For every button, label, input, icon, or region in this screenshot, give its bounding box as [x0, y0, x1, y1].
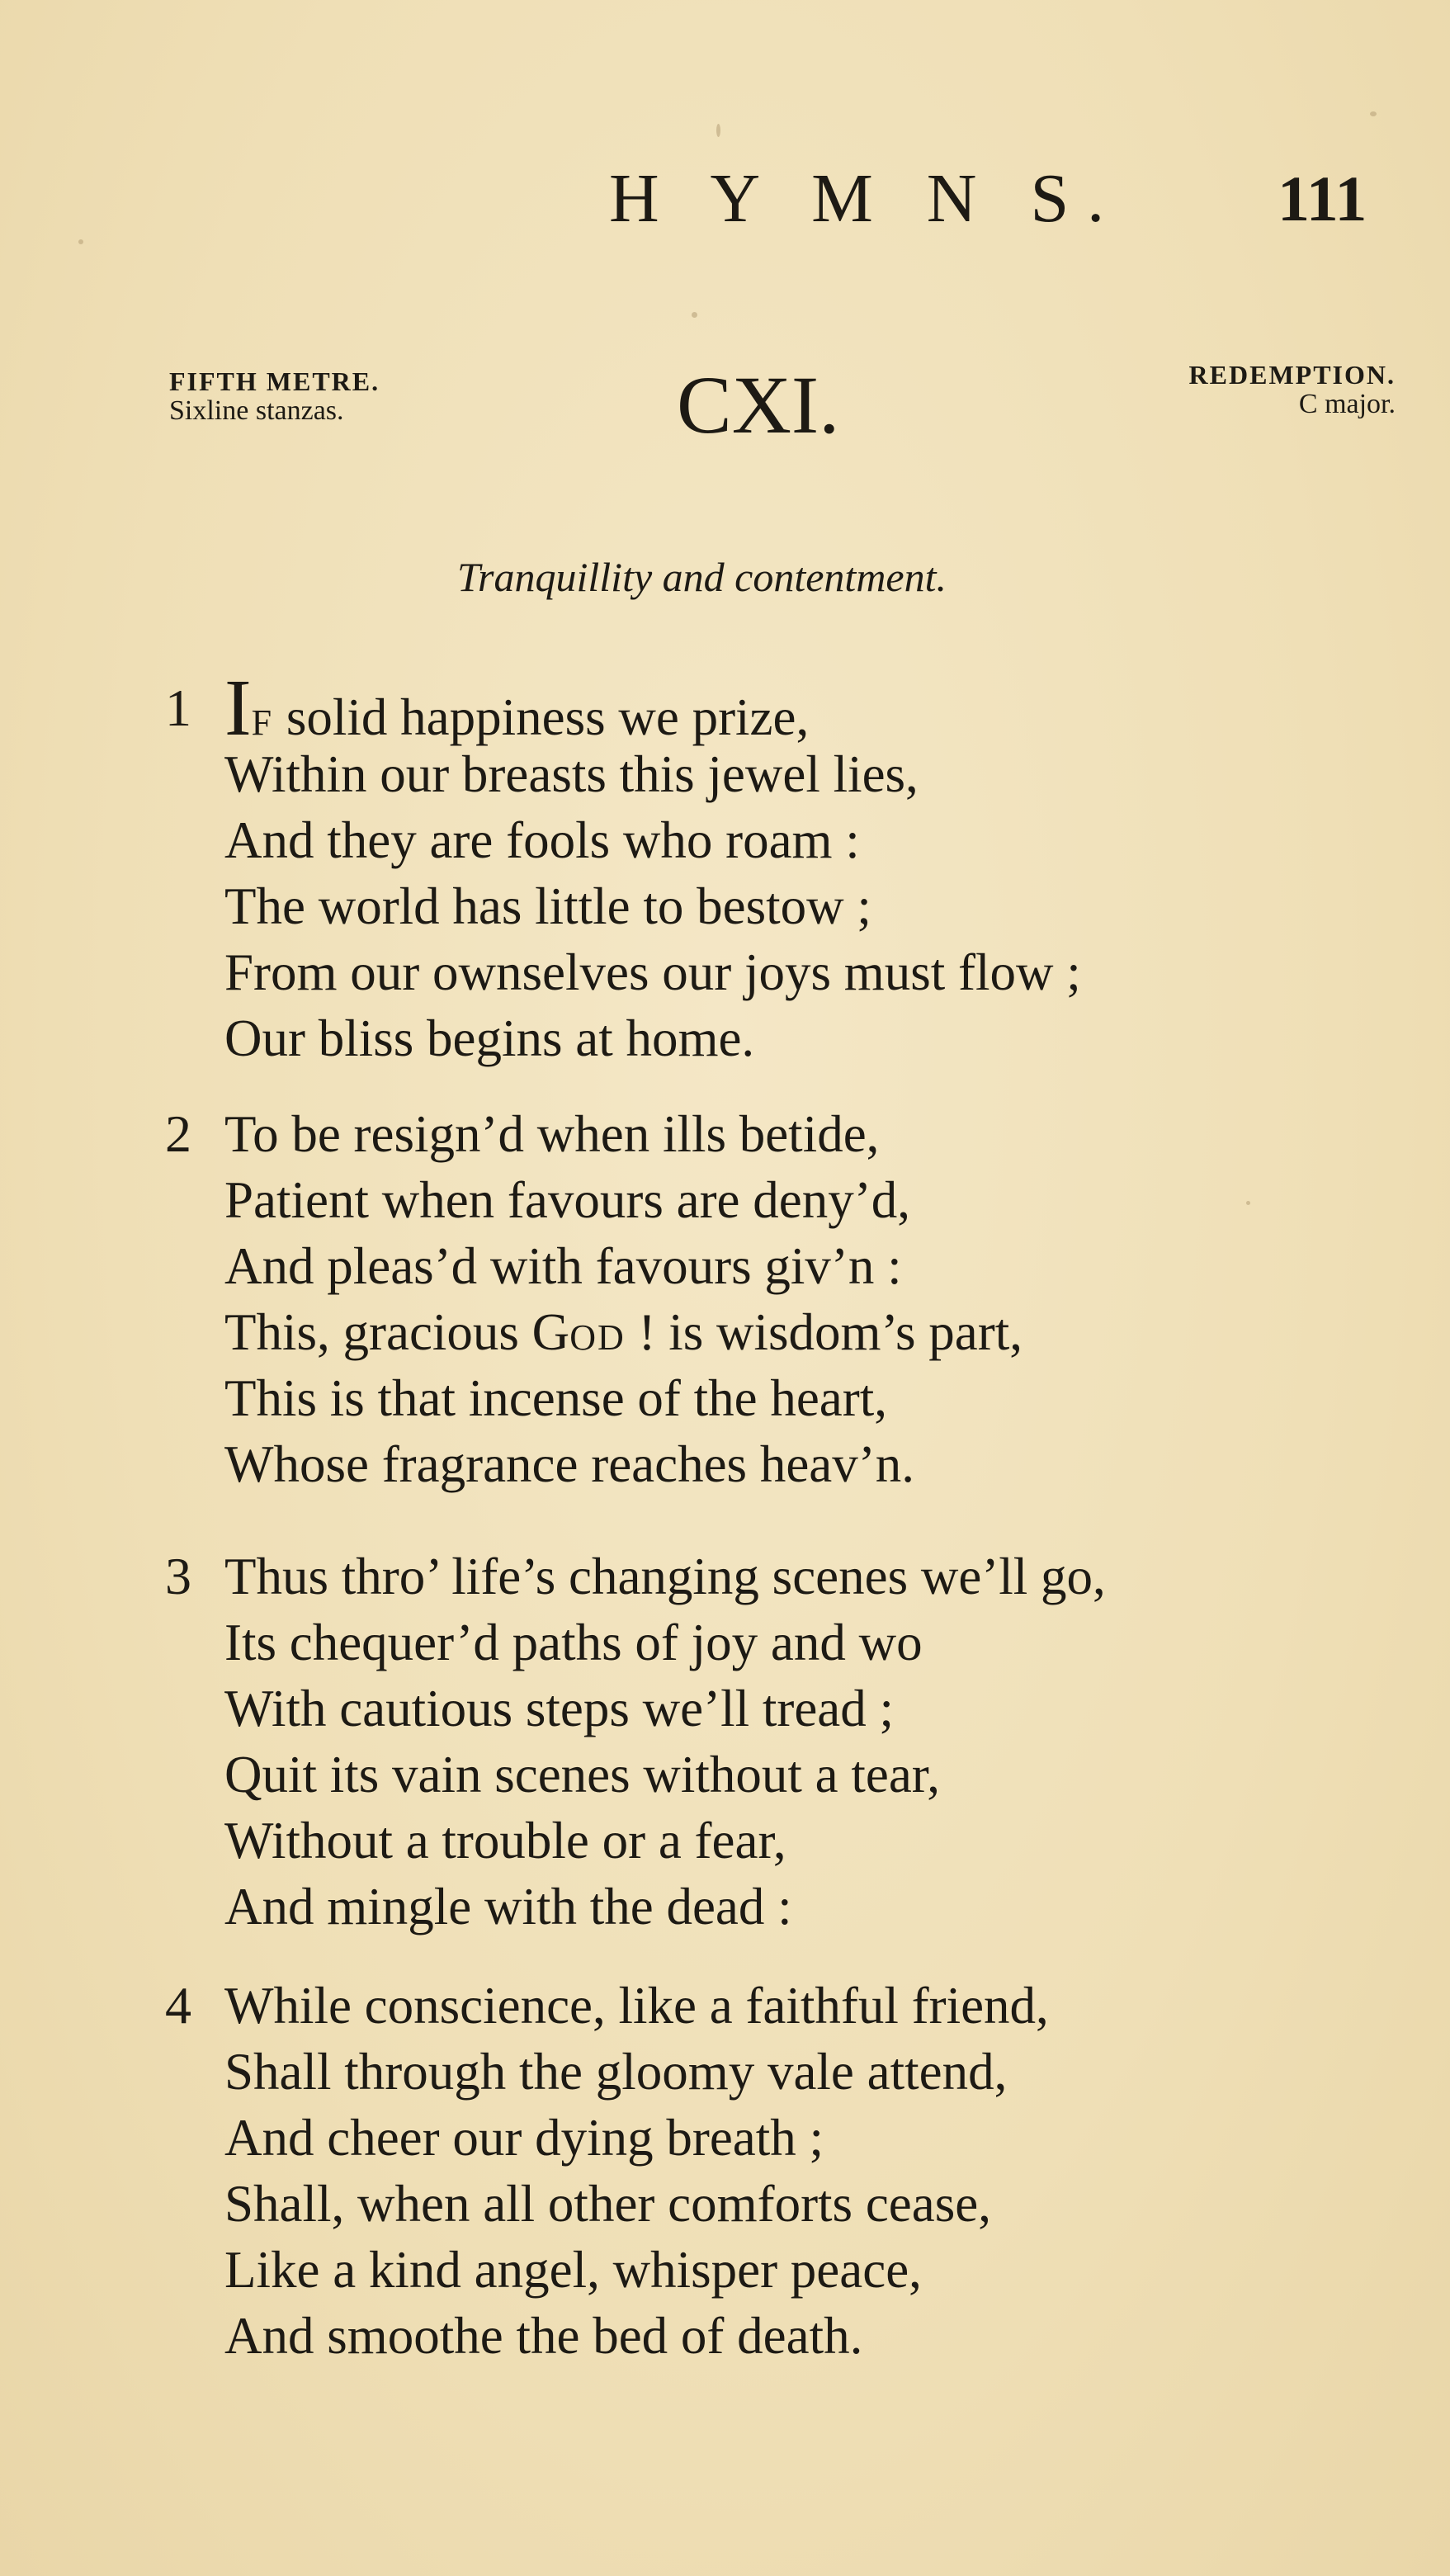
- running-title: H Y M N S.: [609, 160, 1123, 237]
- small-caps-letter: F: [251, 702, 274, 743]
- hymn-meter-info: [169, 366, 380, 426]
- hymn-key: C major.: [1298, 389, 1396, 419]
- paper-speck: [716, 124, 720, 137]
- stanza-line: The world has little to bestow ;: [224, 877, 871, 935]
- stanza-line: To be resign’d when ills betide,: [224, 1105, 880, 1163]
- stanza-number: 4: [165, 1976, 191, 2035]
- running-head: [0, 162, 1450, 236]
- hymn-tune-info: [1189, 360, 1396, 419]
- stanza-line: This is that incense of the heart,: [224, 1369, 888, 1427]
- stanza-line: Shall, when all other comforts cease,: [224, 2175, 991, 2233]
- stanza-number: 3: [165, 1547, 191, 1605]
- stanza-number: 2: [165, 1104, 191, 1163]
- stanza-line: Within our breasts this jewel lies,: [224, 745, 919, 803]
- hymn-tune: REDEMPTION.: [1188, 360, 1396, 390]
- stanza-lines: [224, 664, 1081, 1071]
- paper-speck: [78, 239, 83, 244]
- stanza-line: And pleas’d with favours giv’n :: [224, 1237, 902, 1295]
- hymn-number: CXI.: [677, 359, 840, 451]
- stanza-lines: [224, 1101, 1023, 1497]
- paper-speck: [1370, 111, 1377, 116]
- line-text: This, gracious G: [224, 1303, 570, 1361]
- stanza-line: Like a kind angel, whisper peace,: [224, 2241, 922, 2299]
- stanza-line: Thus thro’ life’s changing scenes we’ll go,: [224, 1548, 1106, 1605]
- paper-speck: [1246, 1201, 1250, 1205]
- stanza-line: Shall through the gloomy vale attend,: [224, 2043, 1008, 2101]
- hymn-stanza-type: Sixline stanzas.: [169, 395, 344, 426]
- stanza-line: Whose fragrance reaches heav’n.: [224, 1435, 914, 1493]
- hymn-header: [0, 360, 1450, 467]
- page-number: 111: [1278, 163, 1367, 234]
- line-text: ! is wisdom’s part,: [625, 1303, 1023, 1361]
- stanza-lines: [224, 1543, 1106, 1940]
- stanza-line: And cheer our dying breath ;: [224, 2109, 824, 2167]
- hymn-meter: FIFTH METRE.: [169, 366, 380, 396]
- stanza-line: [224, 1299, 1023, 1365]
- stanza-line: Our bliss begins at home.: [224, 1009, 755, 1067]
- line-text: solid happiness we prize,: [273, 688, 810, 746]
- stanza-lines: [224, 1973, 1049, 2369]
- stanza-line: From our ownselves our joys must flow ;: [224, 943, 1081, 1001]
- stanza-line: [224, 664, 1081, 753]
- stanza-line: And smoothe the bed of death.: [224, 2307, 863, 2365]
- stanza-line: With cautious steps we’ll tread ;: [224, 1680, 895, 1737]
- stanza-line: Quit its vain scenes without a tear,: [224, 1746, 941, 1803]
- stanza-line: And mingle with the dead :: [224, 1878, 792, 1936]
- drop-initial: I: [224, 664, 252, 753]
- stanza-line: Patient when favours are deny’d,: [224, 1171, 910, 1229]
- stanza-line: While conscience, like a faithful friend,: [224, 1977, 1049, 2035]
- paper-speck: [692, 312, 697, 318]
- stanza-line: Without a trouble or a fear,: [224, 1812, 786, 1869]
- small-caps-text: OD: [569, 1317, 626, 1358]
- hymn-subtitle: Tranquillity and contentment.: [457, 554, 947, 600]
- stanza-line: And they are fools who roam :: [224, 811, 860, 869]
- stanza-number: 1: [165, 678, 191, 737]
- stanza-line: Its chequer’d paths of joy and wo: [224, 1614, 923, 1671]
